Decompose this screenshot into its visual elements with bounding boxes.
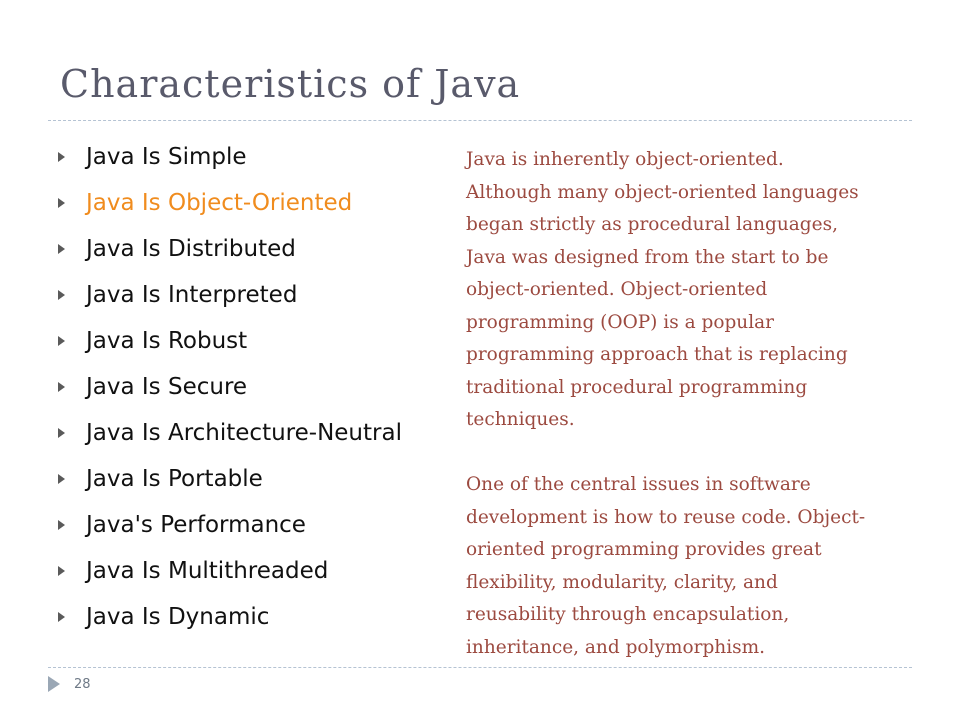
bullet-text: Java Is Simple [86, 144, 247, 170]
bullet-triangle-icon [58, 566, 65, 576]
bullet-item [58, 134, 402, 180]
bullet-triangle-icon [58, 290, 65, 300]
bullet-item [58, 456, 402, 502]
title-divider [48, 120, 912, 121]
bullet-item [58, 226, 402, 272]
bullet-item [58, 548, 402, 594]
description-panel [466, 144, 936, 664]
description-paragraph: Java is inherently object-oriented. Although many object-oriented languages began strictly as procedural languages, Java was designed from the start to be object-oriented. Object-oriented programming (OOP) is a popular programming approach that is replacing traditional procedural programming techniques. [466, 149, 859, 430]
bullet-item [58, 502, 402, 548]
bullet-triangle-icon [58, 474, 65, 484]
page-number: 28 [74, 677, 91, 692]
footer-triangle-icon [48, 676, 60, 692]
bullet-text: Java Is Robust [86, 328, 248, 354]
bullet-item [58, 594, 402, 640]
bullet-text: Java Is Architecture-Neutral [86, 420, 402, 446]
bullet-triangle-icon [58, 152, 65, 162]
bullet-triangle-icon [58, 336, 65, 346]
bullet-triangle-icon [58, 244, 65, 254]
bullet-triangle-icon [58, 428, 65, 438]
slide-title: Characteristics of Java [60, 62, 521, 106]
bullet-text: Java Is Multithreaded [86, 558, 329, 584]
bullet-text: Java Is Portable [86, 466, 263, 492]
bullet-triangle-icon [58, 612, 65, 622]
bullet-item [58, 318, 402, 364]
bullet-text: Java Is Interpreted [86, 282, 298, 308]
bullet-triangle-icon [58, 520, 65, 530]
bullet-item [58, 180, 402, 226]
bullet-list [58, 134, 402, 640]
bullet-item [58, 272, 402, 318]
bullet-text: Java Is Object-Oriented [86, 190, 353, 216]
bullet-text: Java's Performance [86, 512, 306, 538]
bullet-text: Java Is Distributed [86, 236, 296, 262]
bullet-item [58, 364, 402, 410]
bullet-triangle-icon [58, 382, 65, 392]
bullet-triangle-icon [58, 198, 65, 208]
bullet-text: Java Is Dynamic [86, 604, 270, 630]
bullet-text: Java Is Secure [86, 374, 248, 400]
bullet-item [58, 410, 402, 456]
description-paragraph: One of the central issues in software development is how to reuse code. Object- oriented programming provides great flexibility, modularity, clarity, and reusability through encapsulation, inheritance, and polymorphism. [466, 474, 866, 658]
footer-divider [48, 667, 912, 668]
